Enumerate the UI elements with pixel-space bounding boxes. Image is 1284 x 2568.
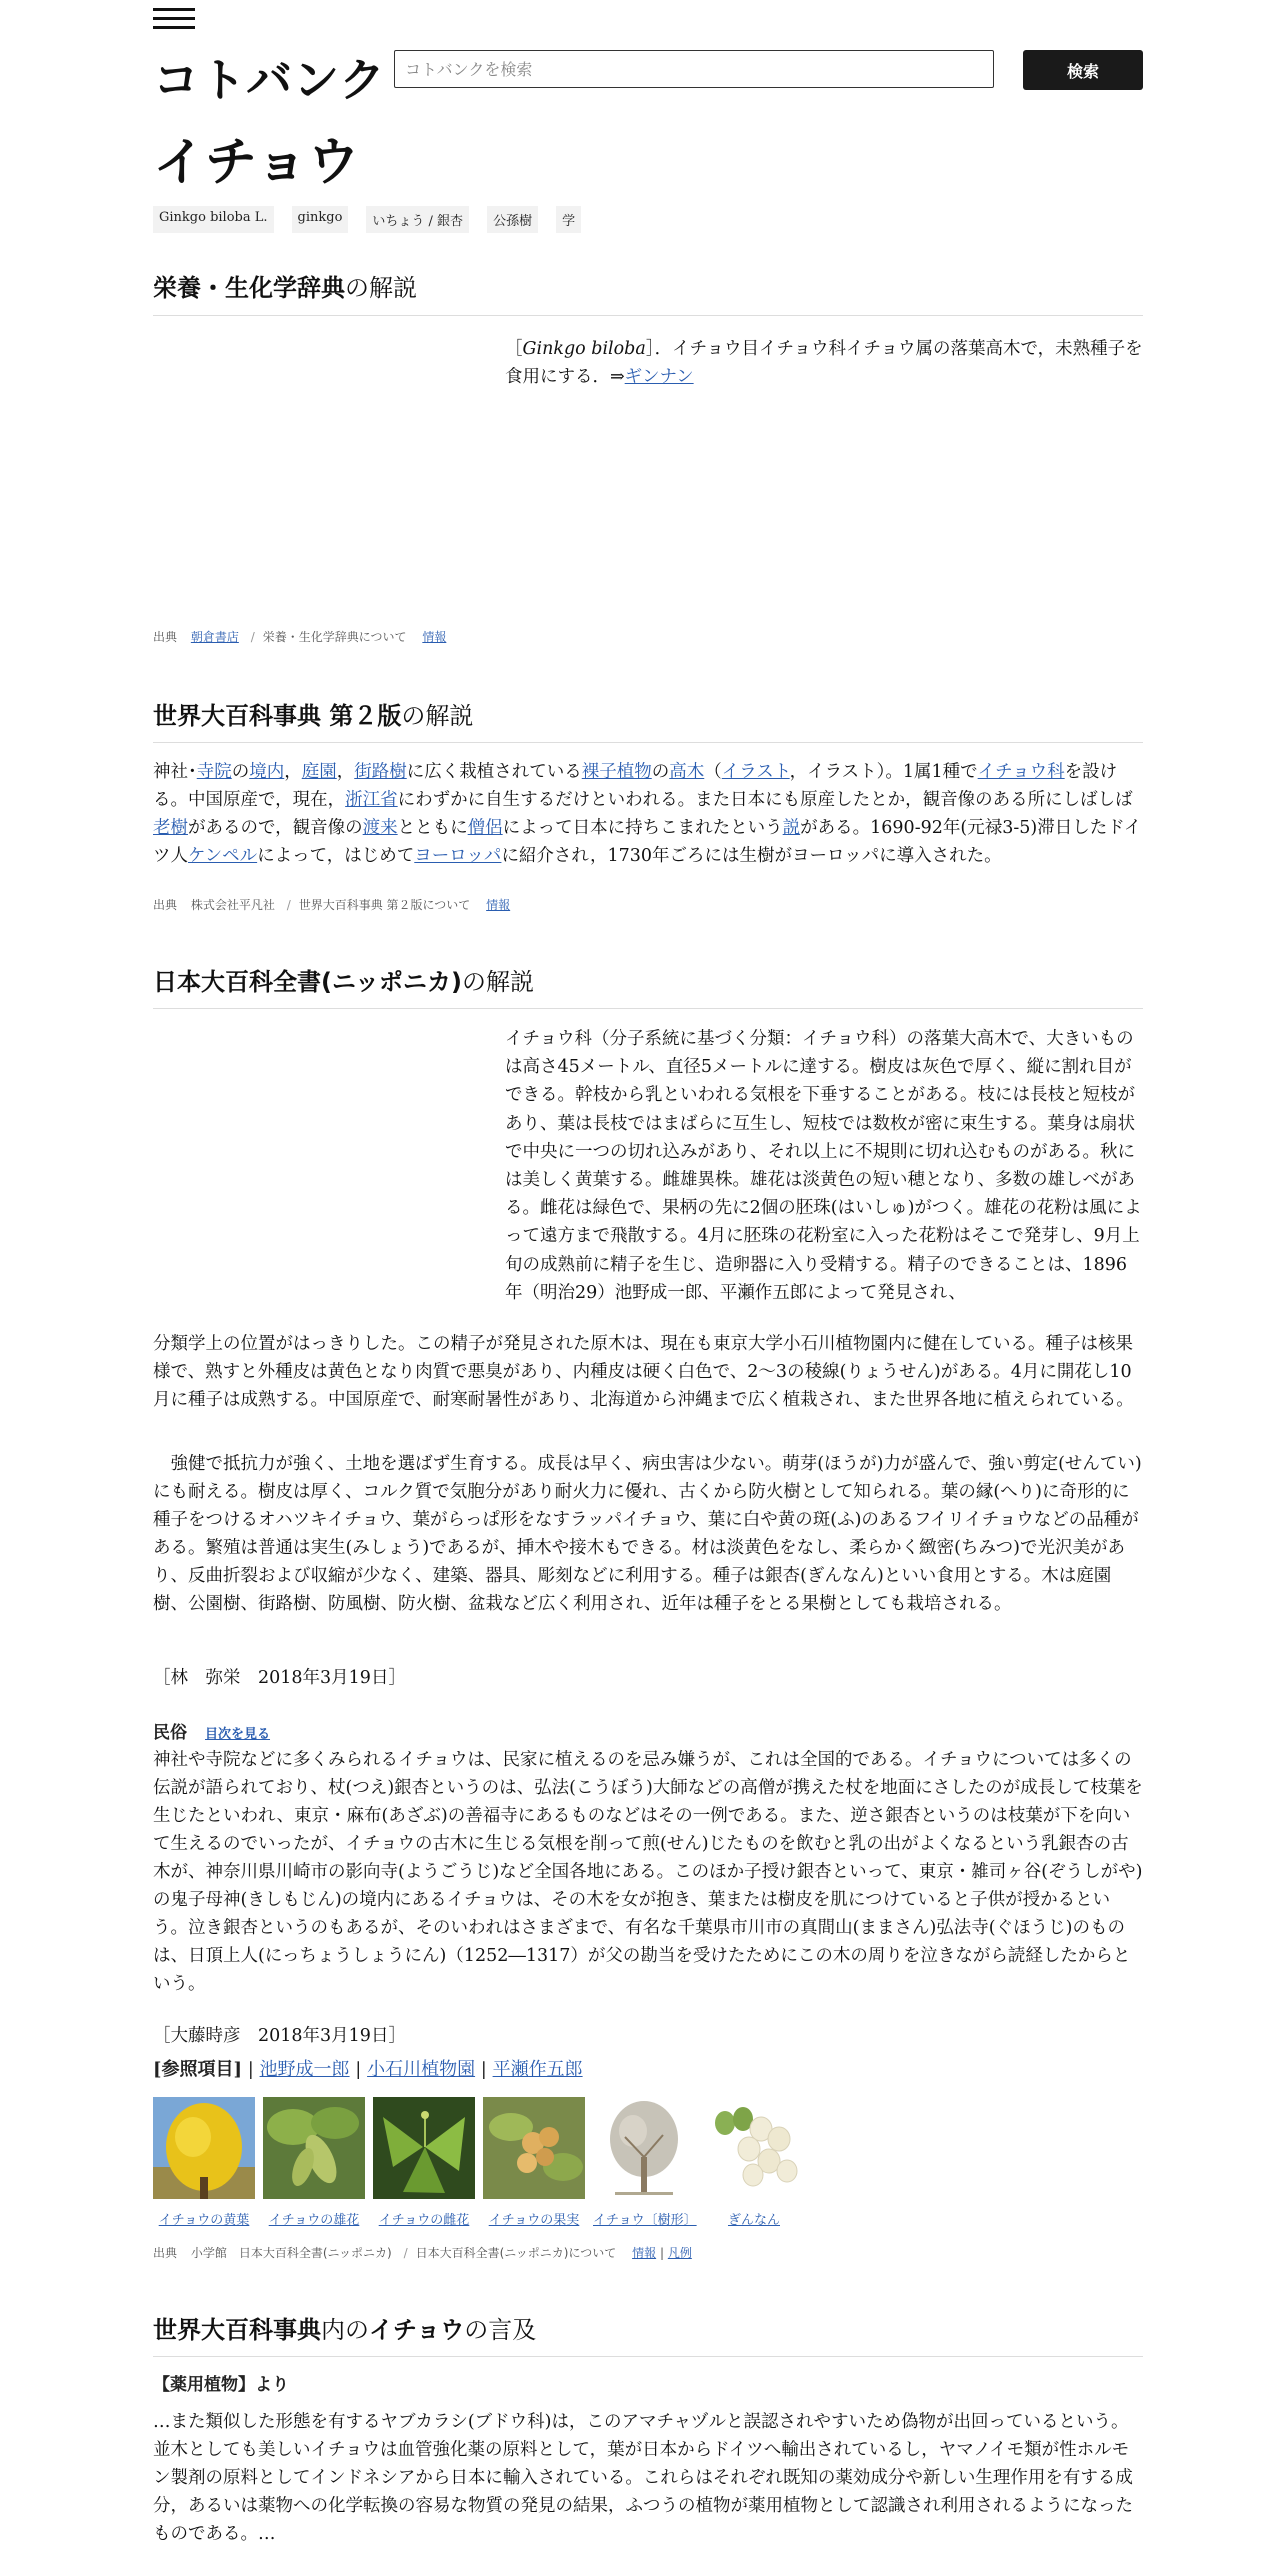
inline-link[interactable]: イラスト <box>721 762 790 782</box>
inline-text: の <box>231 762 250 782</box>
gallery-item[interactable]: イチョウの雌花 <box>373 2097 475 2228</box>
tag-list <box>153 206 581 233</box>
publisher-link[interactable]: 朝倉書店 <box>190 630 239 644</box>
tree-form-image[interactable] <box>593 2097 695 2199</box>
inline-text: にわずかに自生するだけといわれる。また日本にも原産したとか，観音像のある所にしばしば <box>397 790 1133 810</box>
fruit-image[interactable] <box>483 2097 585 2199</box>
tag-item: いちょう / 銀杏 <box>366 206 469 233</box>
divider <box>153 1008 1143 1009</box>
inline-text: 神社･ <box>153 762 197 782</box>
inline-link[interactable]: 寺院 <box>196 762 232 782</box>
inline-text: によって日本に持ちこまれたという <box>502 818 783 838</box>
nipponica-text-full: 分類学上の位置がはっきりした。この精子が発見された原木は、現在も東京大学小石川植物園内に健在している。種子は核果様で、熟すと外種皮は黄色となり肉質で悪臭があり、内種皮は硬く白色で、2～3の稜線(りょうせん)がある。4月に開花し10月に種子は成熟する。中国原産で、耐寒耐暑性があり、北海道から沖縄まで広く植栽され、また世界各地に植えられている。 <box>153 1334 1134 1410</box>
tag-item: 学 <box>556 206 581 233</box>
inline-text: に広く栽植されている <box>406 762 582 782</box>
inline-text: ， <box>284 762 302 782</box>
folk-text: 神社や寺院などに多くみられるイチョウは、民家に植えるのを忌み嫌うが、これは全国的である。イチョウについては多くの伝説が語られており、杖(つえ)銀杏というのは、弘法(こうぼう)大師などの高僧が携えた杖を地面にさしたのが成長して枝葉を生じたといわれ、東京・麻布(あざぶ)の善福寺にあるものなどはその一例である。また、逆さ銀杏というのは枝葉が下を向いて生えるのでいったが、イチョウの古木に生じる気根を削って煎(せん)じたものを飲むと乳の出がよくなるという乳銀杏の古木が、神奈川県川崎市の影向寺(ようごうじ)など全国各地にある。このほか子授け銀杏といって、東京・雑司ヶ谷(ぞうしがや)の鬼子母神(きしもじん)の境内にあるイチョウは、その木を女が抱き、葉または樹皮を肌につけていると子供が授かるという。泣き銀杏というのもあるが、そのいわれはさまざまで、有名な千葉県市川市の真間山(ままさん)弘法寺(ぐほうじ)のものは、日頂上人(にっちょうしょうにん)（1252―1317）が父の勘当を受けたためにこの木の周りを泣きながら読経したからという。 <box>153 1750 1143 1994</box>
inline-link[interactable]: ケンペル <box>188 846 258 866</box>
heibonsha-text <box>153 758 1143 870</box>
inline-text: を設ける。中国原産で，現在， <box>153 762 1118 810</box>
inline-link[interactable]: 高木 <box>669 762 705 782</box>
inline-text: によって，はじめて <box>257 846 415 866</box>
inline-link[interactable]: 裸子植物 <box>581 762 652 782</box>
info-link[interactable]: 情報 <box>632 2246 657 2260</box>
ref-link[interactable]: 池野成一郎 <box>259 2059 350 2080</box>
gallery-item[interactable]: イチョウの果実 <box>483 2097 585 2228</box>
ginnan-link[interactable]: ギンナン <box>624 367 694 387</box>
nipponica-text-right: イチョウ科（分子系統に基づく分類：イチョウ科）の落葉大高木で、大きいものは高さ45メートル、直径5メートルに達する。樹皮は灰色で厚く、縦に割れ目ができる。幹枝から乳といわれる気根を下垂することがある。枝には長枝と短枝があり、葉は長枝ではまばらに互生し、短枝では数枚が密に束生する。葉身は扇状で中央に一つの切れ込みがあり、それ以上に不規則に切れ込むものがある。秋には美しく黄葉する。雌雄異株。雄花は淡黄色の短い穂となり、多数の雄しべがある。雌花は緑色で、果柄の先に2個の胚珠(はいしゅ)がつく。雄花の花粉は風によって遠方まで飛散する。4月に胚珠の花粉室に入った花粉はそこで発芽し、9月上旬の成熟前に精子を生じ、造卵器に入り受精する。精子のできることは、1896年（明治29）池野成一郎、平瀬作五郎によって発見され、 <box>505 1029 1142 1303</box>
inline-link[interactable]: 街路樹 <box>354 762 407 782</box>
gallery-item[interactable]: ぎんなん <box>703 2097 805 2228</box>
inline-text: （ <box>704 762 722 782</box>
inline-link[interactable]: 老樹 <box>153 818 188 838</box>
gallery-item[interactable]: イチョウの雄花 <box>263 2097 365 2228</box>
source-nipponica: 出典 小学館 日本大百科全書(ニッポニカ) / 日本大百科全書(ニッポニカ)について 情報 | 凡例 <box>153 2246 692 2260</box>
inline-link[interactable]: 説 <box>782 818 801 838</box>
section-heading-mentions: 世界大百科事典内のイチョウの言及 <box>153 2316 537 2344</box>
legend-link[interactable]: 凡例 <box>667 2246 692 2260</box>
inline-link[interactable]: 浙江省 <box>345 790 398 810</box>
inline-link[interactable]: 渡来 <box>362 818 398 838</box>
image-gallery <box>153 2097 805 2228</box>
nutrition-text: ［Ginkgo biloba］．イチョウ目イチョウ科イチョウ属の落葉高木で，未熟種子を食用にする．⇒ギンナン <box>505 339 1143 387</box>
male-flower-image[interactable] <box>263 2097 365 2199</box>
info-link[interactable]: 情報 <box>486 898 511 912</box>
folk-subheading: 民俗 目次を見る <box>153 1723 271 1743</box>
mention-text: …また類似した形態を有するヤブカラシ(ブドウ科)は，このアマチャヅルと誤認されやすいため偽物が出回っているという。並木としても美しいイチョウは血管強化薬の原料として，葉が日本からドイツへ輸出されているし，ヤマノイモ類が性ホルモン製剤の原料としてインドネシアから日本に輸入されている。これらはそれぞれ既知の薬効成分や新しい生理作用を有する成分，あるいは薬物への化学転換の容易な物質の発見の結果，ふつうの植物が薬用植物として認識され利用されるようになったものである。… <box>153 2412 1133 2544</box>
tag-item: ginkgo <box>292 206 349 233</box>
ginkgo-nuts-image[interactable] <box>703 2097 805 2199</box>
info-link[interactable]: 情報 <box>422 630 447 644</box>
divider <box>153 315 1143 316</box>
section-heading-nutrition: 栄養・生化学辞典の解説 <box>153 274 417 302</box>
tag-item: Ginkgo biloba L. <box>153 206 274 233</box>
inline-text: があるので，観音像の <box>188 818 363 838</box>
gallery-item[interactable]: イチョウ〔樹形〕 <box>593 2097 695 2228</box>
ref-link[interactable]: 平瀬作五郎 <box>492 2059 583 2080</box>
inline-text: ，イラスト）。1属1種で <box>789 762 978 782</box>
inline-text: とともに <box>397 818 468 838</box>
toc-link[interactable]: 目次を見る <box>205 1727 271 1742</box>
nipponica-text-p2: 強健で抵抗力が強く、土地を選ばず生育する。成長は早く、病虫害は少ない。萌芽(ほうが)力が盛んで、強い剪定(せんてい)にも耐える。樹皮は厚く、コルク質で気胞分があり耐火力に優れ、古くから防火樹として知られる。葉の縁(へり)に奇形的に種子をつけるオハツキイチョウ、葉がらっぱ形をなすラッパイチョウ、葉に白や黄の斑(ふ)のあるフイリイチョウなどの品種がある。繁殖は普通は実生(みしょう)であるが、挿木や接木もできる。材は淡黄色をなし、柔らかく緻密(ちみつ)で光沢美があり、反曲折裂および収縮が少なく、建築、器具、彫刻などに利用する。種子は銀杏(ぎんなん)といい食用とする。木は庭園樹、公園樹、街路樹、防風樹、防火樹、盆栽など広く利用され、近年は種子をとる果樹としても栽培される。 <box>153 1454 1142 1614</box>
ginkgo-yellow-tree-image[interactable] <box>153 2097 255 2199</box>
gallery-item[interactable]: イチョウの黄葉 <box>153 2097 255 2228</box>
divider <box>153 2356 1143 2357</box>
inline-link[interactable]: ヨーロッパ <box>414 846 502 866</box>
inline-link[interactable]: イチョウ科 <box>977 762 1065 782</box>
site-logo[interactable]: コトバンク <box>153 53 387 107</box>
inline-text: ， <box>336 762 355 782</box>
reference-items: [参照項目] | 池野成一郎 | 小石川植物園 | 平瀬作五郎 <box>153 2059 583 2080</box>
section-heading-heibonsha: 世界大百科事典 第２版の解説 <box>153 702 474 730</box>
search-button[interactable]: 検索 <box>1023 50 1143 90</box>
page-title: イチョウ <box>153 133 360 193</box>
ref-link[interactable]: 小石川植物園 <box>367 2059 476 2080</box>
mention-subheading: 【薬用植物】より <box>153 2375 289 2395</box>
author-note: ［大藤時彦 2018年3月19日］ <box>153 2026 406 2046</box>
inline-link[interactable]: 庭園 <box>301 762 337 782</box>
source-heibonsha: 出典 株式会社平凡社 / 世界大百科事典 第２版について 情報 <box>153 898 511 912</box>
inline-text: の <box>651 762 670 782</box>
tag-item: 公孫樹 <box>487 206 538 233</box>
female-flower-image[interactable] <box>373 2097 475 2199</box>
section-heading-nipponica: 日本大百科全書(ニッポニカ)の解説 <box>153 968 534 996</box>
source-nutrition: 出典 朝倉書店 / 栄養・生化学辞典について 情報 <box>153 630 447 644</box>
inline-link[interactable]: 境内 <box>249 762 285 782</box>
search-input[interactable] <box>394 50 994 88</box>
inline-text: に紹介され，1730年ごろには生樹がヨーロッパに導入された。 <box>501 846 1002 866</box>
divider <box>153 742 1143 743</box>
author-note: ［林 弥栄 2018年3月19日］ <box>153 1668 406 1688</box>
menu-icon[interactable] <box>153 8 195 32</box>
inline-text: がある。1690-92年(元禄3-5)滞日したドイツ人 <box>153 818 1142 866</box>
inline-link[interactable]: 僧侶 <box>467 818 503 838</box>
